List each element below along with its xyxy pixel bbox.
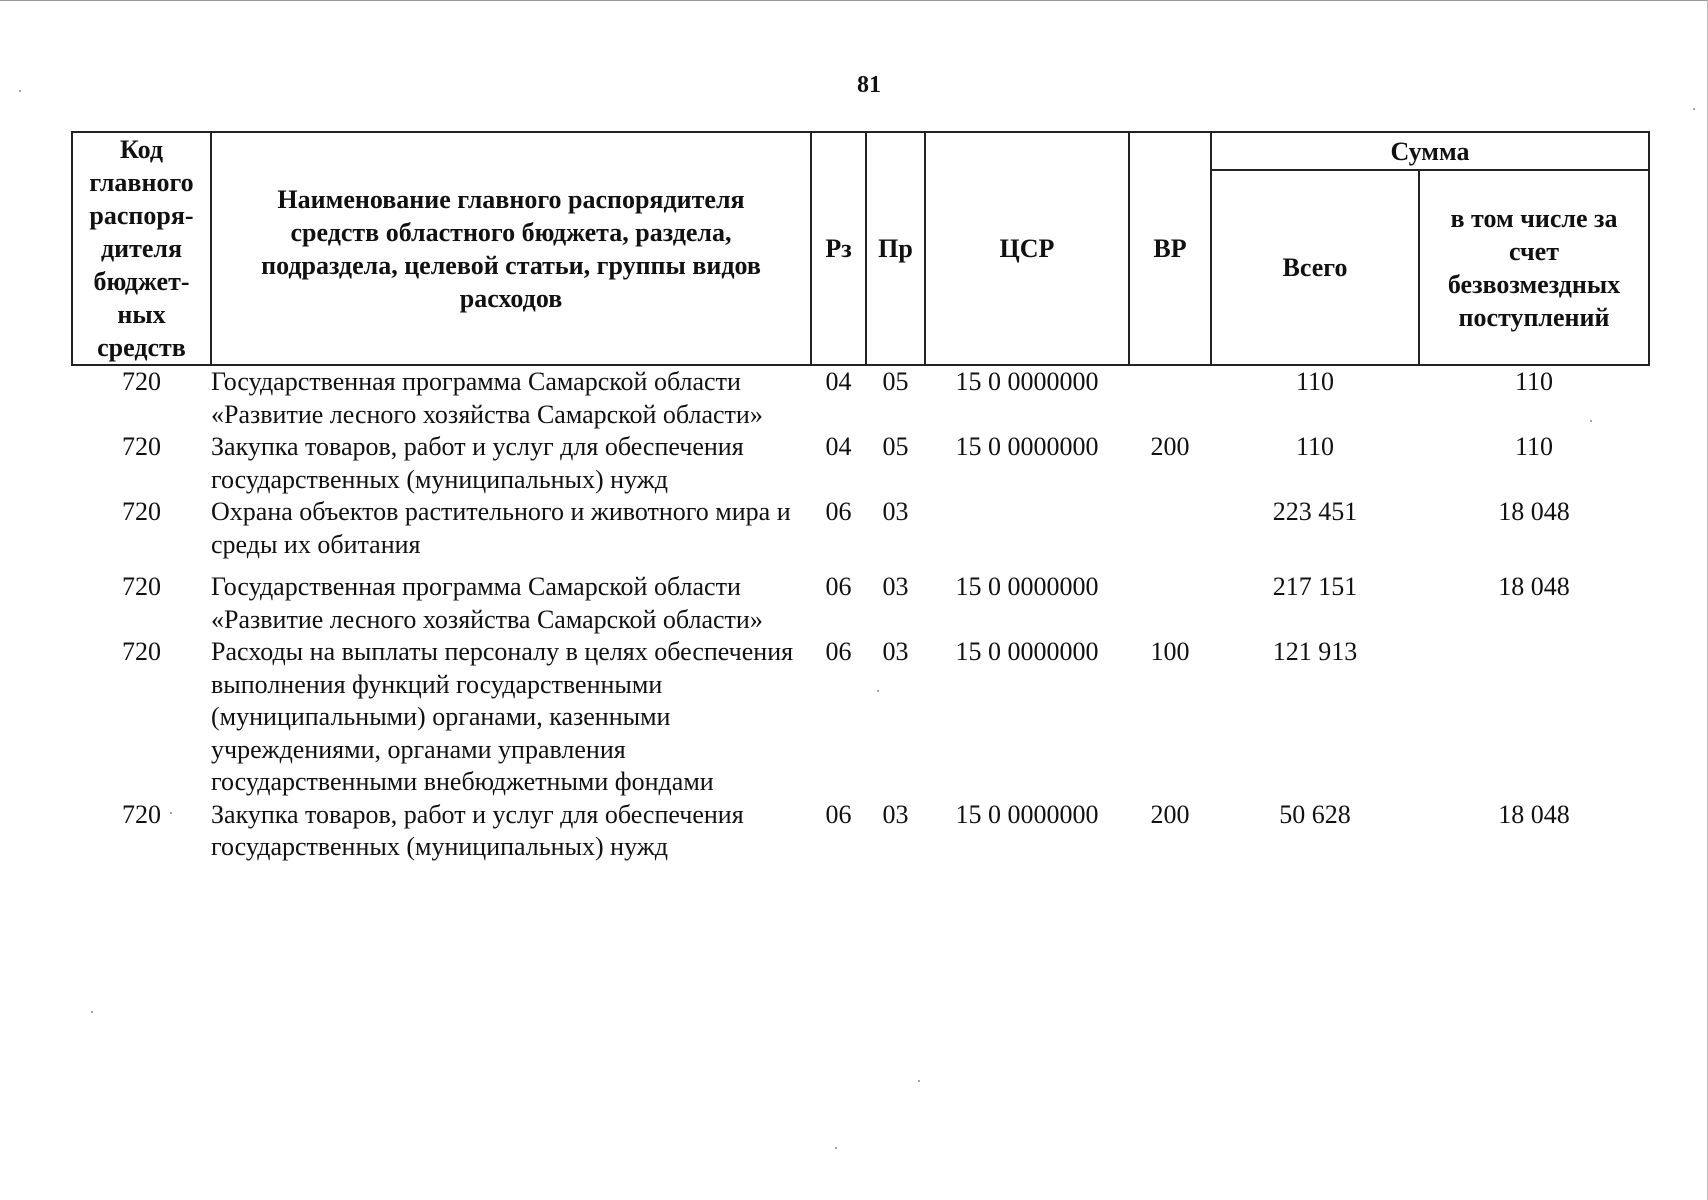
row-pr: 03 — [882, 637, 909, 666]
scan-speck — [1693, 108, 1695, 110]
row-total: 223 451 — [1272, 497, 1358, 526]
row-vr — [1129, 561, 1211, 636]
row-total: 110 — [1295, 367, 1335, 396]
scan-speck — [91, 1011, 93, 1013]
row-grat: 18 048 — [1498, 497, 1570, 526]
row-name: Расходы на выплаты персоналу в целях обеспечения выполнения функций государственными (муниципальными) органами, казенными учреждениями, органами управления государственными внебюджетными фондами — [211, 637, 794, 796]
row-pr: 03 — [882, 497, 909, 526]
row-rz: 04 — [825, 367, 852, 396]
row-total: 50 628 — [1279, 799, 1351, 829]
row-csr: 15 0 0000000 — [955, 637, 1099, 666]
header-vr: ВР — [1129, 132, 1211, 365]
table-row — [72, 636, 1649, 799]
row-rz: 06 — [825, 799, 852, 829]
row-name: Закупка товаров, работ и услуг для обеспечения государственных (муниципальных) нужд — [211, 432, 744, 494]
header-csr: ЦСР — [925, 132, 1129, 365]
table-row — [72, 799, 1649, 864]
scan-speck — [918, 1080, 920, 1082]
row-csr: 15 0 0000000 — [955, 799, 1099, 829]
row-csr: 15 0 0000000 — [955, 572, 1099, 601]
row-pr: 03 — [882, 799, 909, 829]
table-body — [72, 365, 1649, 864]
row-grat — [1419, 636, 1649, 799]
row-grat: 18 048 — [1498, 572, 1570, 601]
row-total: 110 — [1295, 432, 1335, 461]
table-row — [72, 561, 1649, 636]
row-vr: 100 — [1150, 637, 1190, 666]
row-name: Государственная программа Самарской области «Развитие лесного хозяйства Самарской области» — [211, 572, 763, 634]
row-grat: 110 — [1514, 367, 1554, 396]
scan-edge-top — [0, 0, 1708, 1]
scan-speck — [19, 90, 21, 92]
budget-table — [71, 131, 1650, 864]
page-number: 81 — [857, 72, 881, 98]
row-grat: 110 — [1514, 432, 1554, 461]
table-row — [72, 431, 1649, 496]
row-code: 720 — [122, 572, 161, 601]
row-name: Государственная программа Самарской области «Развитие лесного хозяйства Самарской области» — [211, 367, 763, 429]
row-pr: 05 — [882, 367, 909, 396]
header-total: Всего — [1211, 170, 1419, 365]
header-sum: Сумма — [1211, 132, 1649, 170]
row-rz: 06 — [825, 637, 852, 666]
row-name: Закупка товаров, работ и услуг для обеспечения государственных (муниципальных) нужд — [211, 799, 744, 861]
header-code: Код главного распоря-дителя бюджет-ных средств — [72, 132, 211, 365]
scan-speck — [877, 690, 879, 692]
row-code: 720 — [122, 432, 161, 461]
row-csr — [925, 496, 1129, 561]
header-name: Наименование главного распорядителя средств областного бюджета, раздела, подраздела, целевой статьи, группы видов расходов — [211, 132, 811, 365]
row-code: 720 — [122, 367, 161, 396]
row-vr — [1129, 365, 1211, 431]
row-vr — [1129, 496, 1211, 561]
table-header — [72, 132, 1649, 365]
row-vr: 200 — [1150, 799, 1190, 829]
row-rz: 06 — [825, 497, 852, 526]
row-vr: 200 — [1150, 432, 1190, 461]
row-pr: 03 — [882, 572, 909, 601]
row-csr: 15 0 0000000 — [955, 367, 1099, 396]
scan-speck — [170, 812, 172, 814]
header-rz: Рз — [811, 132, 866, 365]
row-grat: 18 048 — [1498, 799, 1570, 829]
row-total: 217 151 — [1272, 572, 1358, 601]
row-rz: 04 — [825, 432, 852, 461]
row-name: Охрана объектов растительного и животного мира и среды их обитания — [211, 497, 791, 559]
scan-speck — [1590, 420, 1592, 422]
header-including: в том числе за счет безвозмездных поступлений — [1419, 170, 1649, 365]
header-pr: Пр — [866, 132, 925, 365]
table-row — [72, 496, 1649, 561]
scan-speck — [835, 1147, 837, 1149]
row-total: 121 913 — [1272, 637, 1358, 666]
row-code: 720 — [122, 637, 161, 666]
row-pr: 05 — [882, 432, 909, 461]
table-row — [72, 365, 1649, 431]
row-code: 720 — [122, 497, 161, 526]
row-code: 720 — [122, 799, 161, 829]
row-csr: 15 0 0000000 — [955, 432, 1099, 461]
row-rz: 06 — [825, 572, 852, 601]
